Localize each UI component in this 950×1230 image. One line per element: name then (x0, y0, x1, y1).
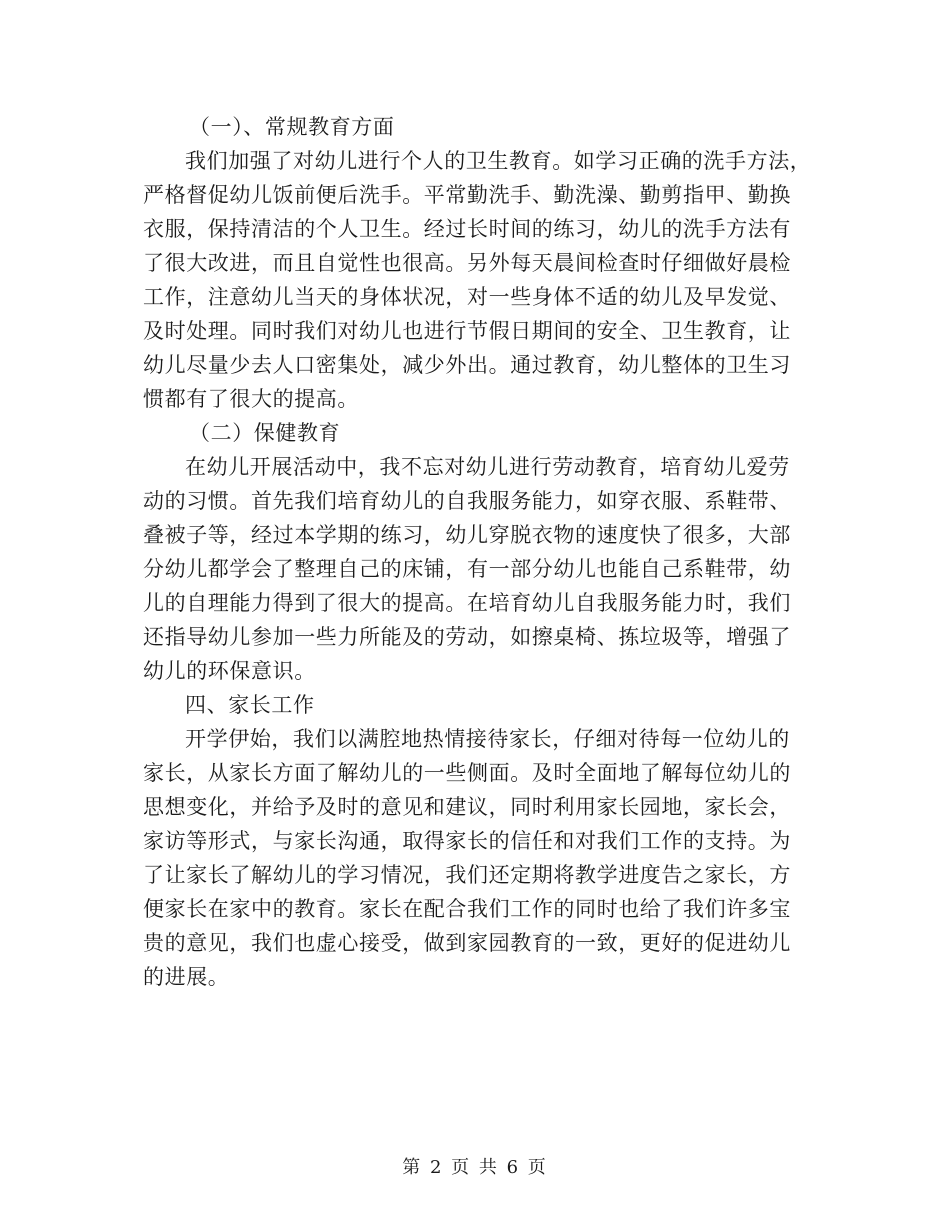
paragraph-line: 在幼儿开展活动中，我不忘对幼儿进行劳动教育，培育幼儿爱劳 (185, 455, 790, 479)
paragraph-line: 了很大改进，而且自觉性也很高。另外每天晨间检查时仔细做好晨检 (143, 251, 791, 275)
section-heading: （一）、常规教育方面 (189, 115, 395, 139)
paragraph-line: 惯都有了很大的提高。 (143, 387, 359, 411)
paragraph-line: 工作，注意幼儿当天的身体状况，对一些身体不适的幼儿及早发觉、 (143, 285, 791, 309)
paragraph-line: 开学伊始，我们以满腔地热情接待家长，仔细对待每一位幼儿的 (185, 727, 790, 751)
paragraph-line: 分幼儿都学会了整理自己的床铺，有一部分幼儿也能自己系鞋带，幼 (143, 557, 791, 581)
paragraph-line: 儿的自理能力得到了很大的提高。在培育幼儿自我服务能力时，我们 (143, 591, 791, 615)
paragraph-line: 及时处理。同时我们对幼儿也进行节假日期间的安全、卫生教育，让 (143, 319, 791, 343)
paragraph-line: 动的习惯。首先我们培育幼儿的自我服务能力，如穿衣服、系鞋带、 (143, 489, 791, 513)
page-number-footer: 第 2 页 共 6 页 (402, 1157, 548, 1178)
paragraph-line: 家长，从家长方面了解幼儿的一些侧面。及时全面地了解每位幼儿的 (143, 761, 791, 785)
paragraph-line: 幼儿尽量少去人口密集处，减少外出。通过教育，幼儿整体的卫生习 (143, 353, 791, 377)
paragraph-line: 思想变化，并给予及时的意见和建议，同时利用家长园地，家长会， (143, 795, 791, 819)
document-body (143, 110, 813, 994)
paragraph-line: 衣服，保持清洁的个人卫生。经过长时间的练习，幼儿的洗手方法有 (143, 217, 791, 241)
paragraph-line: 的进展。 (143, 965, 230, 989)
paragraph-line: 了让家长了解幼儿的学习情况，我们还定期将教学进度告之家长，方 (143, 863, 791, 887)
paragraph-line: 还指导幼儿参加一些力所能及的劳动，如擦桌椅、拣垃圾等，增强了 (143, 625, 791, 649)
paragraph-line: 我们加强了对幼儿进行个人的卫生教育。如学习正确的洗手方法， (185, 149, 812, 173)
section-heading: （二）保健教育 (189, 421, 341, 445)
section-heading: 四、家长工作 (185, 693, 315, 717)
paragraph-line: 便家长在家中的教育。家长在配合我们工作的同时也给了我们许多宝 (143, 897, 791, 921)
paragraph-line: 家访等形式，与家长沟通，取得家长的信任和对我们工作的支持。为 (143, 829, 791, 853)
paragraph-line: 严格督促幼儿饭前便后洗手。平常勤洗手、勤洗澡、勤剪指甲、勤换 (143, 183, 791, 207)
paragraph-line: 幼儿的环保意识。 (143, 659, 316, 683)
paragraph-line: 叠被子等，经过本学期的练习，幼儿穿脱衣物的速度快了很多，大部 (143, 523, 791, 547)
paragraph-line: 贵的意见，我们也虚心接受，做到家园教育的一致，更好的促进幼儿 (143, 931, 791, 955)
